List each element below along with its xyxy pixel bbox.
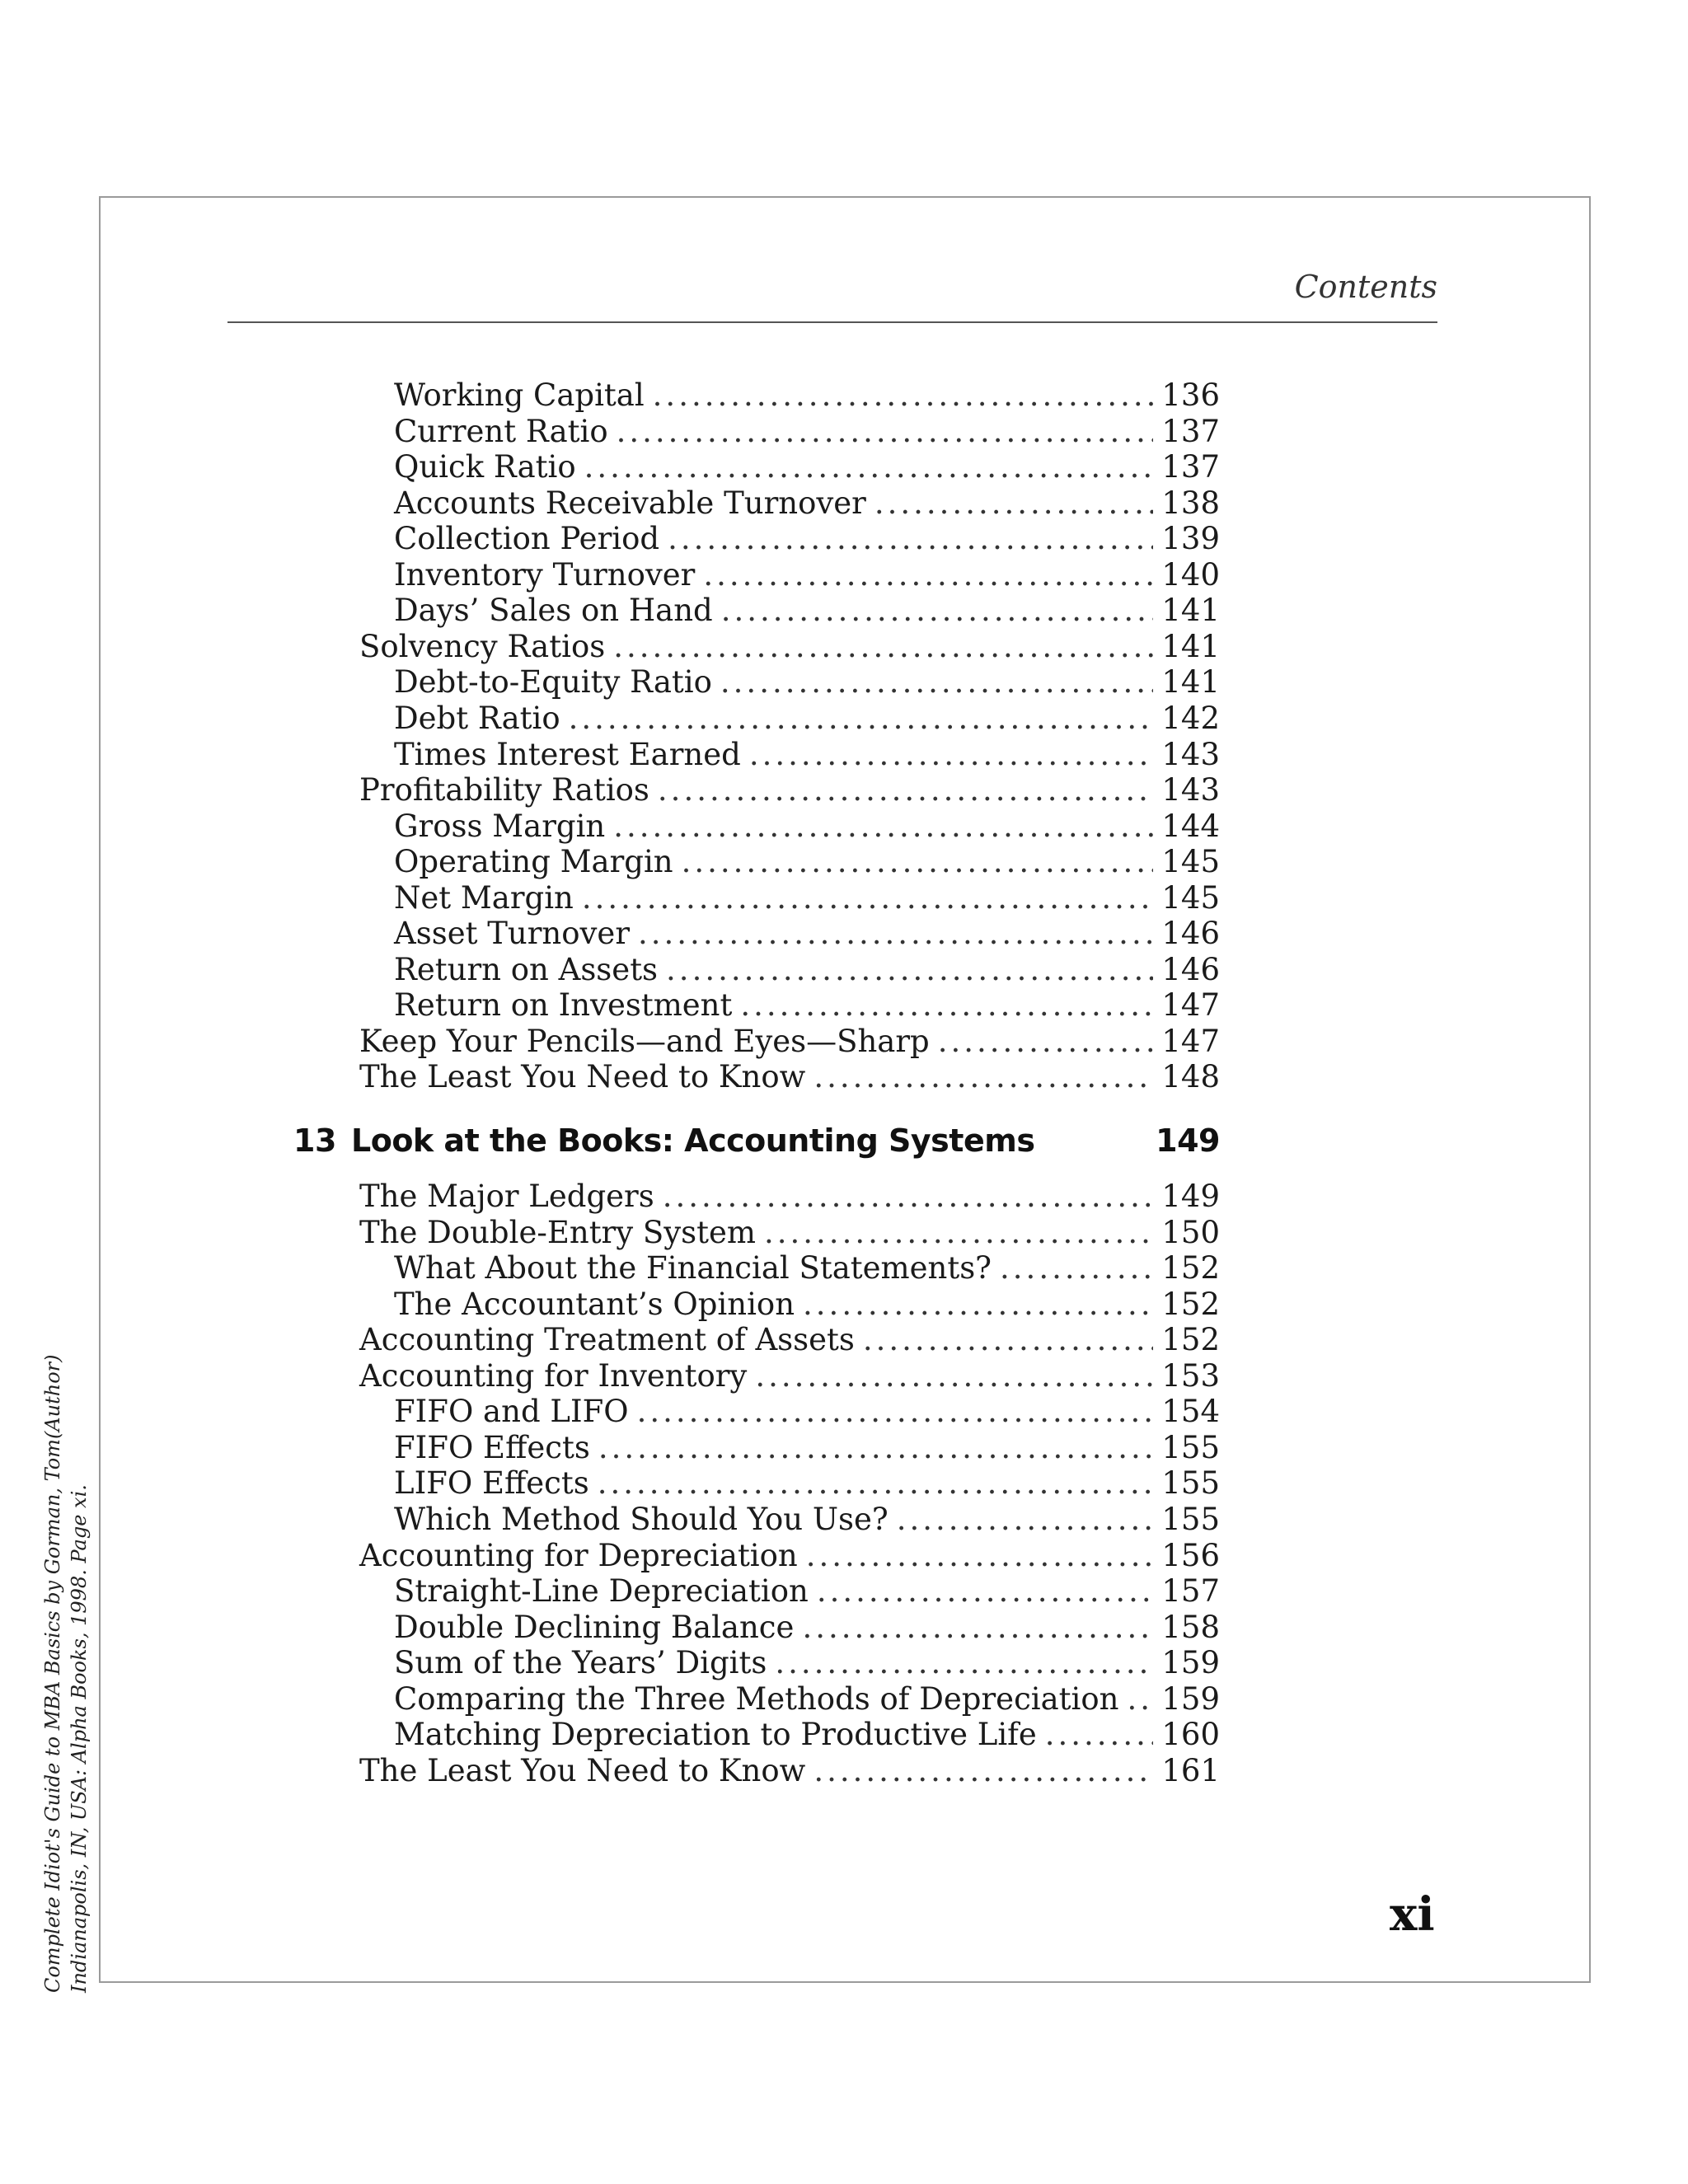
toc-entry[interactable]: [394, 1645, 1220, 1681]
toc-entry-page: 145: [1161, 844, 1220, 880]
toc-entry-title: Times Interest Earned: [394, 736, 741, 772]
toc-entry[interactable]: [359, 1024, 1220, 1060]
dot-leader: [613, 629, 1153, 665]
toc-entry[interactable]: [394, 1250, 1220, 1286]
toc-entry-title: The Accountant’s Opinion: [394, 1286, 795, 1322]
toc-entry-title: Accounting for Depreciation: [359, 1537, 798, 1573]
toc-entry-page: 138: [1161, 485, 1220, 521]
dot-leader: [613, 808, 1153, 845]
toc-entry[interactable]: [359, 1753, 1220, 1789]
citation-line-1: Complete Idiot's Guide to MBA Basics by Gorman, Tom(Author): [41, 1354, 64, 1993]
toc-entry-page: 155: [1161, 1465, 1220, 1502]
toc-entry[interactable]: [359, 629, 1220, 665]
toc-entry[interactable]: [394, 664, 1220, 701]
dot-leader: [720, 664, 1153, 701]
dot-leader: [938, 1024, 1154, 1060]
dot-leader: [806, 1538, 1154, 1574]
toc-entry-page: 146: [1161, 916, 1220, 952]
toc-entry-page: 150: [1161, 1214, 1220, 1250]
dot-leader: [863, 1322, 1153, 1358]
toc-entry-page: 157: [1161, 1573, 1220, 1610]
toc-entry-page: 155: [1161, 1501, 1220, 1537]
toc-entry-title: Days’ Sales on Hand: [394, 593, 713, 629]
toc-entry[interactable]: [394, 1286, 1220, 1323]
dot-leader: [653, 377, 1154, 414]
toc-entry-title: The Least You Need to Know: [359, 1752, 806, 1788]
dot-leader: [897, 1502, 1154, 1538]
dot-leader: [569, 701, 1154, 737]
toc-entry-title: FIFO and LIFO: [394, 1394, 629, 1430]
page-folio: xi: [1390, 1887, 1435, 1942]
toc-entry-page: 140: [1161, 556, 1220, 593]
toc-entry[interactable]: [394, 1610, 1220, 1646]
dot-leader: [775, 1645, 1153, 1681]
dot-leader: [755, 1358, 1153, 1394]
toc-entry-title: Profitability Ratios: [359, 772, 649, 808]
toc-entry[interactable]: [394, 1430, 1220, 1466]
dot-leader: [1000, 1250, 1153, 1286]
chapter-heading[interactable]: [293, 1122, 1220, 1169]
toc-entry-title: The Least You Need to Know: [359, 1059, 806, 1095]
toc-entry-title: The Double-Entry System: [359, 1214, 756, 1250]
toc-entry[interactable]: [394, 880, 1220, 916]
toc-entry[interactable]: [394, 808, 1220, 845]
toc-entry-title: Keep Your Pencils—and Eyes—Sharp: [359, 1023, 930, 1059]
toc-entry[interactable]: [394, 1394, 1220, 1430]
dot-leader: [817, 1573, 1154, 1610]
dot-leader: [598, 1430, 1154, 1466]
toc-entry-title: The Major Ledgers: [359, 1179, 654, 1214]
toc-entry-title: Accounting for Inventory: [359, 1357, 748, 1394]
dot-leader: [764, 1215, 1153, 1251]
toc-entry-title: Debt-to-Equity Ratio: [394, 664, 712, 701]
toc-entry-title: Working Capital: [394, 377, 645, 413]
dot-leader: [584, 449, 1154, 485]
toc-entry[interactable]: [359, 1538, 1220, 1574]
toc-entry-title: Net Margin: [394, 879, 574, 916]
toc-entry[interactable]: [394, 1573, 1220, 1610]
toc-entry-page: 136: [1161, 377, 1220, 413]
toc-entry-page: 159: [1161, 1645, 1220, 1681]
toc-entry-page: 145: [1161, 879, 1220, 916]
toc-entry-page: 139: [1161, 521, 1220, 557]
toc-entry[interactable]: [359, 1215, 1220, 1251]
toc-entry[interactable]: [394, 593, 1220, 629]
toc-entry-page: 152: [1161, 1250, 1220, 1286]
toc-entry-page: 156: [1161, 1537, 1220, 1573]
dot-leader: [637, 1394, 1154, 1430]
toc-entry-title: FIFO Effects: [394, 1429, 590, 1465]
toc-entry-page: 158: [1161, 1609, 1220, 1645]
toc-entry[interactable]: [394, 916, 1220, 952]
toc-entry[interactable]: [394, 377, 1220, 414]
toc-entry-page: 152: [1161, 1322, 1220, 1358]
dot-leader: [598, 1465, 1154, 1502]
toc-entry-title: Solvency Ratios: [359, 628, 606, 664]
toc-entry-title: Current Ratio: [394, 413, 608, 449]
dot-leader: [749, 737, 1154, 773]
toc-entry[interactable]: [394, 485, 1220, 522]
dot-leader: [874, 485, 1154, 522]
toc-entry[interactable]: [394, 1681, 1220, 1718]
toc-entry[interactable]: [394, 952, 1220, 988]
toc-entry[interactable]: [394, 987, 1220, 1024]
toc-entry-page: 161: [1161, 1752, 1220, 1788]
toc-entry-title: Operating Margin: [394, 844, 673, 880]
dot-leader: [721, 593, 1154, 629]
toc-entry-title: Accounting Treatment of Assets: [359, 1322, 855, 1358]
toc-entry-page: 137: [1161, 413, 1220, 449]
toc-entry-page: 147: [1161, 987, 1220, 1024]
toc-entry-page: 147: [1161, 1023, 1220, 1059]
toc-entry-title: Sum of the Years’ Digits: [394, 1645, 767, 1681]
toc-entry[interactable]: [394, 1717, 1220, 1753]
toc-entry-page: 160: [1161, 1717, 1220, 1753]
citation-note: [40, 1355, 92, 1993]
toc-entry-page: 143: [1161, 772, 1220, 808]
toc-entry-title: Quick Ratio: [394, 449, 576, 485]
toc-entry-page: 146: [1161, 951, 1220, 987]
toc-entry-page: 148: [1161, 1059, 1220, 1095]
running-head: [227, 265, 1437, 323]
toc-entry[interactable]: [394, 521, 1220, 557]
toc-entry-title: Matching Depreciation to Productive Life: [394, 1717, 1037, 1753]
toc-entry-page: 159: [1161, 1680, 1220, 1717]
dot-leader: [582, 880, 1153, 916]
dot-leader: [682, 844, 1154, 880]
dot-leader: [668, 521, 1153, 557]
toc-entry[interactable]: [359, 1059, 1220, 1095]
running-head-title: Contents: [1294, 269, 1437, 305]
dot-leader: [666, 952, 1153, 988]
toc-entry-title: Inventory Turnover: [394, 556, 696, 593]
toc-entry-page: 142: [1161, 700, 1220, 736]
toc-entry-title: LIFO Effects: [394, 1465, 589, 1502]
dot-leader: [658, 772, 1153, 808]
dot-leader: [638, 916, 1153, 952]
toc-entry[interactable]: [394, 1502, 1220, 1538]
dot-leader: [740, 987, 1153, 1024]
dot-leader: [1045, 1717, 1154, 1753]
toc-entry[interactable]: [394, 414, 1220, 450]
toc-entry-title: Return on Investment: [394, 987, 733, 1024]
toc-entry-title: Asset Turnover: [394, 916, 631, 952]
toc-entry[interactable]: [359, 1358, 1220, 1394]
toc-entry-page: 149: [1161, 1179, 1220, 1214]
toc-entry-title: Comparing the Three Methods of Depreciation: [394, 1680, 1119, 1717]
toc-entry[interactable]: [394, 844, 1220, 880]
toc-entry-title: Which Method Should You Use?: [394, 1501, 889, 1537]
toc-entry-page: 141: [1161, 628, 1220, 664]
toc-entry-title: Double Declining Balance: [394, 1609, 795, 1645]
toc-entry-title: Debt Ratio: [394, 700, 560, 736]
toc-entry-page: 154: [1161, 1394, 1220, 1430]
toc-entry[interactable]: [394, 701, 1220, 737]
toc-entry[interactable]: [359, 1322, 1220, 1358]
toc-entry-page: 143: [1161, 736, 1220, 772]
dot-leader: [802, 1610, 1153, 1646]
toc-entry-page: 141: [1161, 593, 1220, 629]
toc-entry-title: What About the Financial Statements?: [394, 1250, 992, 1286]
dot-leader: [814, 1059, 1153, 1095]
toc-entry-title: Return on Assets: [394, 951, 659, 987]
toc-entry-page: 144: [1161, 808, 1220, 844]
toc-entry-page: 152: [1161, 1286, 1220, 1322]
citation-line-2: Indianapolis, IN, USA: Alpha Books, 1998. Page xi.: [68, 1484, 91, 1993]
toc-entry-page: 155: [1161, 1429, 1220, 1465]
toc-entry[interactable]: [394, 557, 1220, 593]
chapter-title: Look at the Books: Accounting Systems: [351, 1122, 1035, 1159]
toc-entry[interactable]: [394, 737, 1220, 773]
chapter-page: 149: [1156, 1122, 1220, 1159]
toc-entry[interactable]: [394, 1465, 1220, 1502]
toc-entry[interactable]: [359, 1179, 1220, 1215]
toc-entry-title: Accounts Receivable Turnover: [394, 485, 866, 521]
toc-entry[interactable]: [394, 449, 1220, 485]
toc-entry-page: 153: [1161, 1357, 1220, 1394]
toc-entry[interactable]: [359, 772, 1220, 808]
dot-leader: [803, 1286, 1153, 1323]
toc-entry-page: 141: [1161, 664, 1220, 701]
toc-entry-title: Collection Period: [394, 521, 660, 557]
toc-entry-page: 137: [1161, 449, 1220, 485]
dot-leader: [1128, 1681, 1154, 1718]
toc-entry-title: Straight-Line Depreciation: [394, 1573, 809, 1610]
dot-leader: [814, 1753, 1153, 1789]
chapter-number: 13: [293, 1122, 336, 1159]
dot-leader: [663, 1179, 1154, 1215]
dot-leader: [703, 557, 1153, 593]
dot-leader: [617, 414, 1154, 450]
toc-entry-title: Gross Margin: [394, 808, 606, 844]
